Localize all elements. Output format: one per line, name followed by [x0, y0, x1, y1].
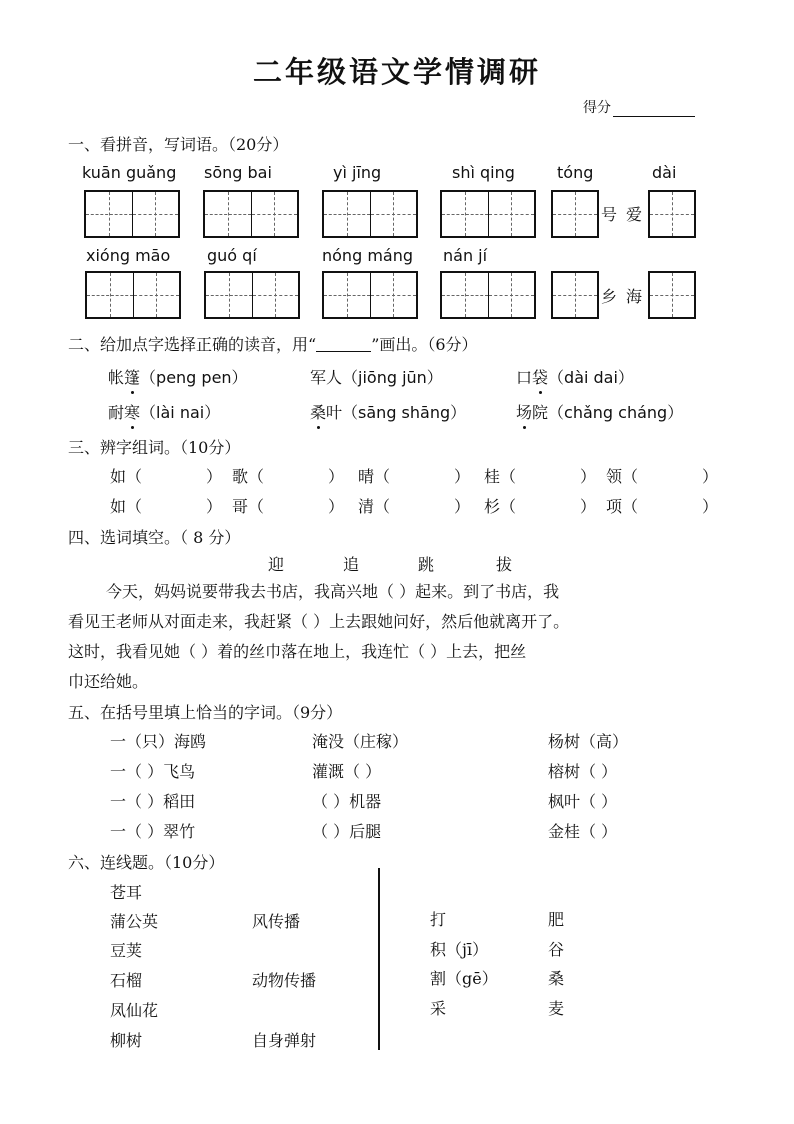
reading-item: 军人（jiōng jūn）: [310, 368, 443, 387]
fill-item: 榕树（ ）: [548, 762, 618, 781]
pinyin-6: dài: [652, 163, 677, 182]
writing-box[interactable]: [203, 190, 299, 238]
writing-box[interactable]: [648, 190, 696, 238]
match-left-item[interactable]: 蒲公英: [110, 912, 159, 931]
given-char: 号: [601, 205, 618, 224]
match-mid-item[interactable]: 风传播: [252, 912, 301, 931]
writing-box[interactable]: [322, 271, 418, 319]
section-6-heading: 六、连线题。（10分）: [68, 853, 225, 872]
word-choice: 迎: [268, 555, 285, 574]
given-char: 海: [626, 287, 643, 306]
match-right-a-item[interactable]: 采: [430, 999, 447, 1018]
pinyin-9: nóng máng: [322, 246, 413, 265]
fill-item: 一（只）海鸥: [110, 732, 207, 751]
writing-box[interactable]: [84, 190, 180, 238]
pinyin-8: guó qí: [207, 246, 257, 265]
word-item: 领（ ）: [606, 467, 719, 486]
word-choice: 跳: [418, 555, 435, 574]
reading-item: 桑叶（sāng shāng）: [310, 400, 466, 423]
fill-item: （ ）机器: [312, 792, 382, 811]
passage-line: 今天，妈妈说要带我去书店，我高兴地（ ）起来。到了书店，我: [106, 582, 560, 601]
match-right-b-item[interactable]: 肥: [548, 910, 565, 929]
pinyin-5: tóng: [557, 163, 594, 182]
pinyin-2: sōng bai: [204, 163, 272, 182]
word-item: 晴（ ）: [358, 467, 471, 486]
reading-item: 耐寒（lài nai）: [108, 400, 220, 423]
match-right-a-item[interactable]: 割（gē）: [430, 969, 498, 988]
match-right-b-item[interactable]: 桑: [548, 969, 565, 988]
given-char: 乡: [601, 287, 618, 306]
match-mid-item[interactable]: 动物传播: [252, 971, 317, 990]
writing-box[interactable]: [551, 190, 599, 238]
given-char: 爱: [626, 205, 643, 224]
score-field: [583, 97, 695, 117]
reading-item: 帐篷（peng pen）: [108, 365, 248, 388]
passage-line: 巾还给她。: [68, 672, 149, 691]
word-item: 项（ ）: [606, 497, 719, 516]
match-mid-item[interactable]: 自身弹射: [252, 1031, 317, 1050]
match-left-item[interactable]: 苍耳: [110, 883, 143, 902]
match-right-a-item[interactable]: 积（jī）: [430, 940, 489, 959]
fill-item: 一（ ）飞鸟: [110, 762, 196, 781]
passage-line: 这时，我看见她（ ）着的丝巾落在地上，我连忙（ ）上去，把丝: [68, 642, 527, 661]
underline-sample: [316, 339, 371, 352]
section-4-heading: 四、选词填空。（ 8 分）: [68, 528, 241, 547]
match-left-item[interactable]: 凤仙花: [110, 1001, 159, 1020]
writing-box[interactable]: [440, 190, 536, 238]
pinyin-3: yì jīng: [333, 163, 382, 182]
fill-item: 枫叶（ ）: [548, 792, 618, 811]
column-divider: [378, 868, 380, 1050]
fill-item: 金桂（ ）: [548, 822, 618, 841]
reading-item: 场院（chǎng cháng）: [516, 400, 683, 423]
section-5-heading: 五、在括号里填上恰当的字词。（9分）: [68, 703, 343, 722]
fill-item: 灌溉（ ）: [312, 762, 382, 781]
reading-item: 口袋（dài dai）: [516, 365, 634, 388]
match-left-item[interactable]: 豆荚: [110, 941, 143, 960]
pinyin-7: xióng māo: [86, 246, 171, 265]
passage-line: 看见王老师从对面走来，我赶紧（ ）上去跟她问好，然后他就离开了。: [68, 612, 570, 631]
word-item: 杉（ ）: [484, 497, 597, 516]
score-blank[interactable]: [613, 103, 695, 117]
match-right-b-item[interactable]: 谷: [548, 940, 565, 959]
page-title: 二年级语文学情调研: [252, 55, 541, 89]
fill-item: 一（ ）翠竹: [110, 822, 196, 841]
match-left-item[interactable]: 石榴: [110, 971, 143, 990]
match-right-b-item[interactable]: 麦: [548, 999, 565, 1018]
word-choice: 拔: [496, 555, 513, 574]
writing-box[interactable]: [648, 271, 696, 319]
word-item: 如（ ）: [110, 467, 223, 486]
pinyin-10: nán jí: [443, 246, 488, 265]
section-2-heading: 二、给加点字选择正确的读音，用“ ”画出。（6分）: [68, 335, 478, 354]
section-1-heading: 一、看拼音，写词语。（20分）: [68, 135, 289, 154]
writing-box[interactable]: [85, 271, 181, 319]
pinyin-1: kuān guǎng: [82, 163, 177, 182]
word-item: 清（ ）: [358, 497, 471, 516]
writing-box[interactable]: [204, 271, 300, 319]
section-3-heading: 三、辨字组词。（10分）: [68, 438, 241, 457]
pinyin-4: shì qing: [452, 163, 515, 182]
fill-item: 一（ ）稻田: [110, 792, 196, 811]
word-item: 如（ ）: [110, 497, 223, 516]
fill-item: （ ）后腿: [312, 822, 382, 841]
word-item: 哥（ ）: [232, 497, 345, 516]
match-right-a-item[interactable]: 打: [430, 910, 447, 929]
word-item: 歌（ ）: [232, 467, 345, 486]
score-label: 得分: [583, 100, 611, 116]
match-left-item[interactable]: 柳树: [110, 1031, 143, 1050]
writing-box[interactable]: [440, 271, 536, 319]
writing-box[interactable]: [322, 190, 418, 238]
word-item: 桂（ ）: [484, 467, 597, 486]
fill-item: 杨树（高）: [548, 732, 629, 751]
word-choice: 追: [343, 555, 360, 574]
fill-item: 淹没（庄稼）: [312, 732, 409, 751]
writing-box[interactable]: [551, 271, 599, 319]
